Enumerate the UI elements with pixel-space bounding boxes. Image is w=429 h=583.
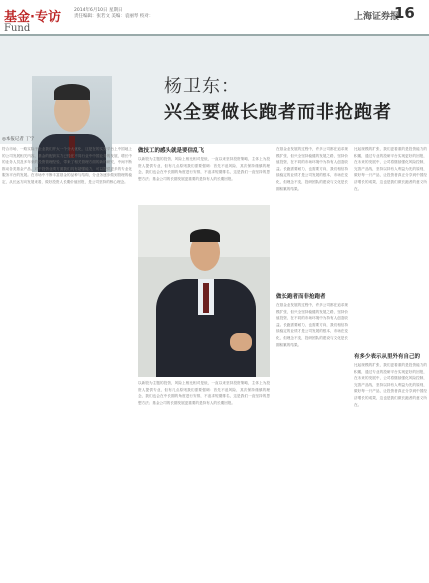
- article-column-4b: [354, 362, 427, 580]
- section-title-en: Fund: [4, 23, 31, 34]
- column-4-text: 比起规模的扩张，我们更看重的是投资能力的积累，通过专业的投研平台实现更好的回报，在未来的发展中，公司将继续强化风险控制，完善产品线，坚持以持有人利益为先的原则，做好每一只产品，让投资者真正分享到中国经济增长的成果，这也是我们做长跑者的意义所在。: [354, 147, 427, 191]
- subhead-col4: 有多少表示从里外有自己的: [354, 354, 421, 360]
- column-2b-text: 以新股为主题的投资，风险上相比相对是低，一直以来坚持投资策略，主体上为投资人提供专业，但有几点原则我们需要强调：首先不追风险，其次保持谨慎的理念，我们也会在中长期的角度进行安排，不追求短期排名，这是我们一直坚持的思想方法；基金公司的长期发展更重要的是持有人的长期回报。: [138, 381, 270, 405]
- column-3-text: 在基金业发展的过程中，许多公司都在追求规模扩张，但兴全坚持稳健的发展之路，坚持价值投资，在不同的市场环境中为持有人创造收益。长跑需要耐力，也需要方向，我们相信持续稳定的业绩才是公司发展的根本，市场在变化，但理念不变，投研团队的建设与文化是长期积累的结果。: [276, 147, 348, 191]
- page-meta: [74, 8, 153, 20]
- column-4b-text: 比起规模的扩张，我们更看重的是投资能力的积累，通过专业的投研平台实现更好的回报，在未来的发展中，公司将继续强化风险控制，完善产品线，坚持以持有人利益为先的原则，做好每一只产品，让投资者真正分享到中国经济增长的成果，这也是我们做长跑者的意义所在。: [354, 363, 427, 407]
- newspaper-brand: 上海证券报: [354, 12, 400, 22]
- column-1-text: 符合市场、一路实际于企业我们并大一个分大优化，这是在的实效平台上中国地上的公司发展相关内容，基金的配套实力已经在不同行业中中国业务的发展，增长中的业务人员及多年来的投资管理经验，带来了相关管理方面的新的研究，中间不断推动各类基金产品。对于投资业绩方面我们具有超强能力，可以提供更多的专业化服务平台的发展。在市场中不断丰富基金的品种与结构，分业务逐步做到管理的稳定，从长远方向发展来看，做好投资人长期价值回报，是公司坚持的核心理念。: [2, 147, 132, 184]
- article-column-4: [354, 146, 427, 346]
- feature-photo: [138, 205, 270, 377]
- article-column-2: [138, 156, 270, 204]
- date-line: 2014年6月10日 星期日: [74, 8, 123, 13]
- editor-line: 责任编辑：张若文 美编：袁丽琴 校对：: [74, 14, 154, 19]
- headline-title: 兴全要做长跑者而非抢跑者: [164, 102, 392, 123]
- column-3b-text: 在基金业发展的过程中，许多公司都在追求规模扩张，但兴全坚持稳健的发展之路，坚持价值投资，在不同的市场环境中为持有人创造收益。长跑需要耐力，也需要方向，我们相信持续稳定的业绩才是公司发展的根本，市场在变化，但理念不变，投研团队的建设与文化是长期积累的结果。: [276, 303, 348, 347]
- column-2-text: 以新股为主题的投资，风险上相比相对是低，一直以来坚持投资策略，主体上为投资人提供专业，但有几点原则我们需要强调：首先不追风险，其次保持谨慎的理念，我们也会在中长期的角度进行安排，不追求短期排名，这是我们一直坚持的思想方法；基金公司的长期发展更重要的是持有人的长期回报。: [138, 157, 270, 181]
- article-column-3: [276, 146, 348, 286]
- article-column-2b: [138, 380, 270, 580]
- subhead-col3: 做长跑者而非抢跑者: [276, 294, 326, 300]
- article-column-3b: [276, 302, 348, 580]
- section-title: 基金·专访: [4, 10, 61, 25]
- subhead-col2: 做技工的感头就是要信乱飞: [138, 148, 205, 154]
- page-number: 16: [394, 4, 415, 22]
- page-header: [0, 0, 429, 34]
- article-column-1: [2, 146, 132, 582]
- headline-name: 杨卫东：: [164, 76, 240, 97]
- byline: ◎本报记者 丁宁: [2, 137, 35, 142]
